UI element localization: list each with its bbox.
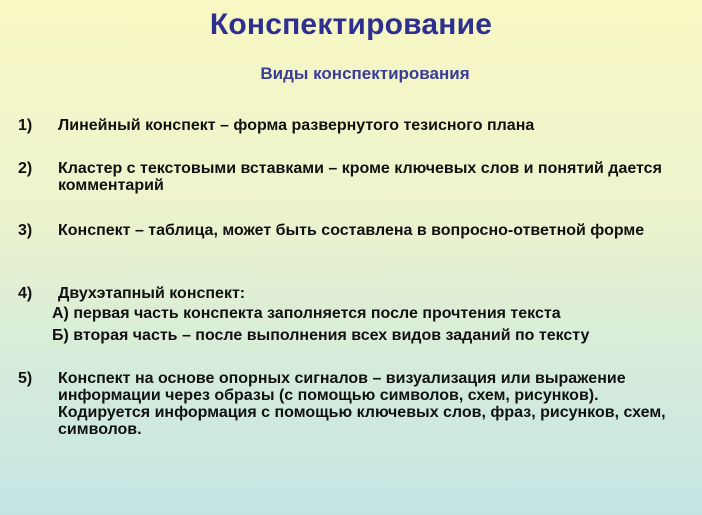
list-item <box>18 370 688 438</box>
sub-item: Б) вторая часть – после выполнения всех видов заданий по тексту <box>52 327 590 344</box>
list-item-text: Конспект – таблица, может быть составлена в вопросно-ответной форме <box>58 222 645 239</box>
list-item <box>18 285 688 302</box>
list-item-text: Линейный конспект – форма развернутого тезисного плана <box>58 117 535 134</box>
list-item-text: Кластер с текстовыми вставками – кроме ключевых слов и понятий дается комментарий <box>58 160 662 194</box>
list-item-text: Двухэтапный конспект: <box>58 285 246 302</box>
list-item <box>18 222 688 239</box>
list-item-number: 3) <box>18 222 33 239</box>
sub-item: А) первая часть конспекта заполняется после прочтения текста <box>52 305 561 322</box>
list-item-text: Конспект на основе опорных сигналов – визуализация или выражение информации через образы (с помощью символов, схем, рисунков). Кодируется информация с помощью ключевых слов, фраз, рисунков, схем, символов. <box>58 370 666 438</box>
list-item-number: 5) <box>18 370 33 387</box>
list-item-number: 2) <box>18 160 33 177</box>
slide-title: Конспектирование <box>209 8 493 41</box>
list-item <box>18 117 688 134</box>
list-item-number: 4) <box>18 285 33 302</box>
list-item <box>18 160 688 194</box>
slide-subtitle: Виды конспектирования <box>260 64 470 83</box>
list-item-number: 1) <box>18 117 33 134</box>
